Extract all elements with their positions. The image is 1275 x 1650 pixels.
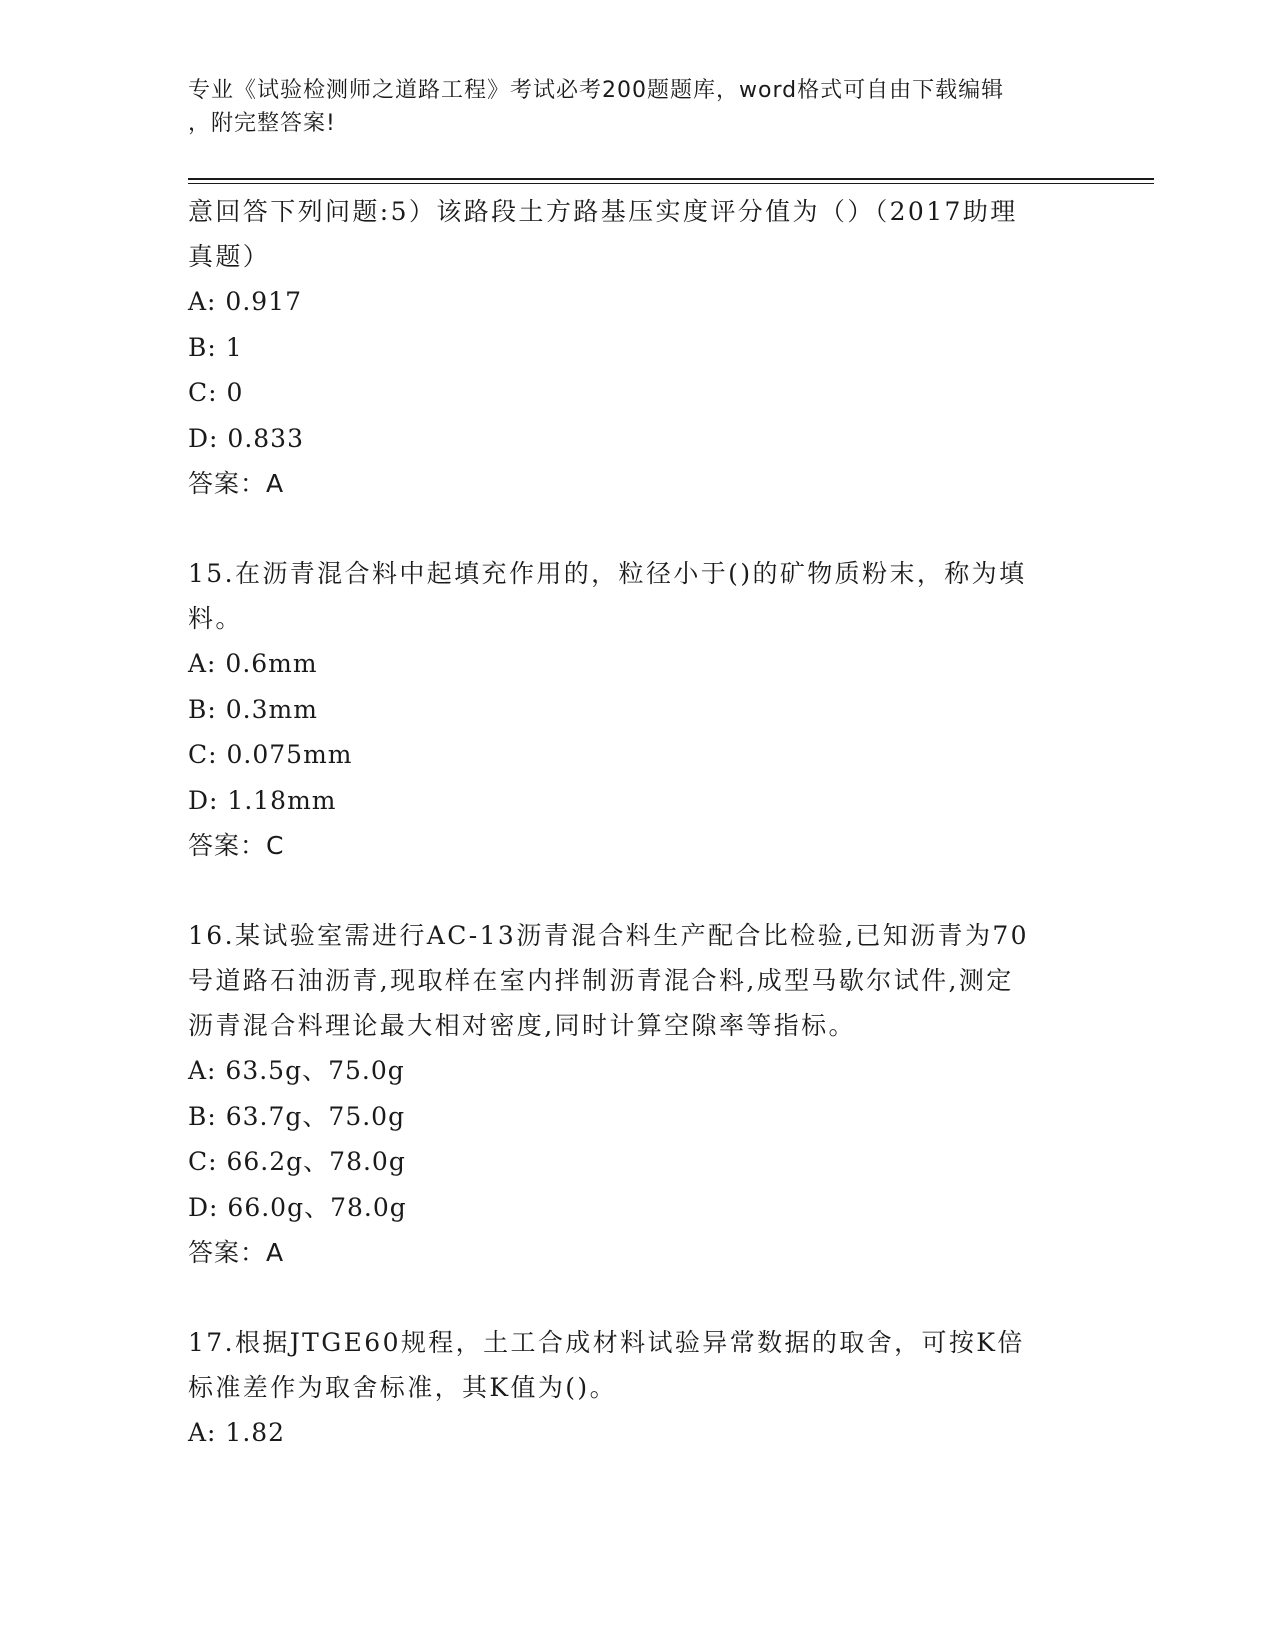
answer-line: 答案：C <box>188 831 285 860</box>
option-c: C: 0.075mm <box>188 740 353 769</box>
question-stem-line: 16.某试验室需进行AC-13沥青混合料生产配合比检验,已知沥青为70 <box>188 921 1029 950</box>
option-d: D: 1.18mm <box>188 785 337 815</box>
document-header <box>188 74 1068 140</box>
option-a: A: 1.82 <box>188 1418 286 1447</box>
option-a: A: 63.5g、75.0g <box>188 1056 405 1085</box>
option-d: D: 66.0g、78.0g <box>188 1192 407 1222</box>
option-c: C: 66.2g、78.0g <box>188 1147 406 1176</box>
question-stem-line: 料。 <box>188 604 243 633</box>
answer-line: 答案：A <box>188 469 285 498</box>
option-b: B: 1 <box>188 332 243 362</box>
question-block <box>188 1320 1088 1456</box>
option-a: A: 0.917 <box>188 287 302 316</box>
question-block <box>188 189 1088 506</box>
header-rule-thin <box>188 183 1154 184</box>
question-block <box>188 913 1088 1275</box>
question-spacer <box>188 868 1088 913</box>
question-stem-line: 意回答下列问题:5）该路段土方路基压实度评分值为（）（2017助理 <box>188 197 1018 226</box>
question-stem-line: 号道路石油沥青,现取样在室内拌制沥青混合料,成型马歇尔试件,测定 <box>188 966 1014 995</box>
option-b: B: 63.7g、75.0g <box>188 1101 406 1131</box>
question-stem-line: 沥青混合料理论最大相对密度,同时计算空隙率等指标。 <box>188 1011 856 1040</box>
header-line-1: 专业《试验检测师之道路工程》考试必考200题题库，word格式可自由下载编辑 <box>188 78 1005 103</box>
question-stem-line: 真题） <box>188 242 271 271</box>
option-b: B: 0.3mm <box>188 694 318 724</box>
header-rule-thick <box>188 178 1154 180</box>
answer-line: 答案：A <box>188 1238 285 1267</box>
header-line-2: ，附完整答案! <box>188 111 336 136</box>
question-spacer <box>188 1275 1088 1320</box>
question-stem-line: 15.在沥青混合料中起填充作用的，粒径小于()的矿物质粉末，称为填 <box>188 559 1027 588</box>
question-stem-line: 17.根据JTGE60规程，土工合成材料试验异常数据的取舍，可按K倍 <box>188 1328 1025 1357</box>
question-block <box>188 551 1088 868</box>
option-a: A: 0.6mm <box>188 649 318 678</box>
question-spacer <box>188 506 1088 551</box>
question-stem-line: 标准差作为取舍标准，其K值为()。 <box>188 1373 617 1402</box>
option-d: D: 0.833 <box>188 423 304 453</box>
option-c: C: 0 <box>188 378 244 407</box>
question-list <box>188 189 1088 1456</box>
